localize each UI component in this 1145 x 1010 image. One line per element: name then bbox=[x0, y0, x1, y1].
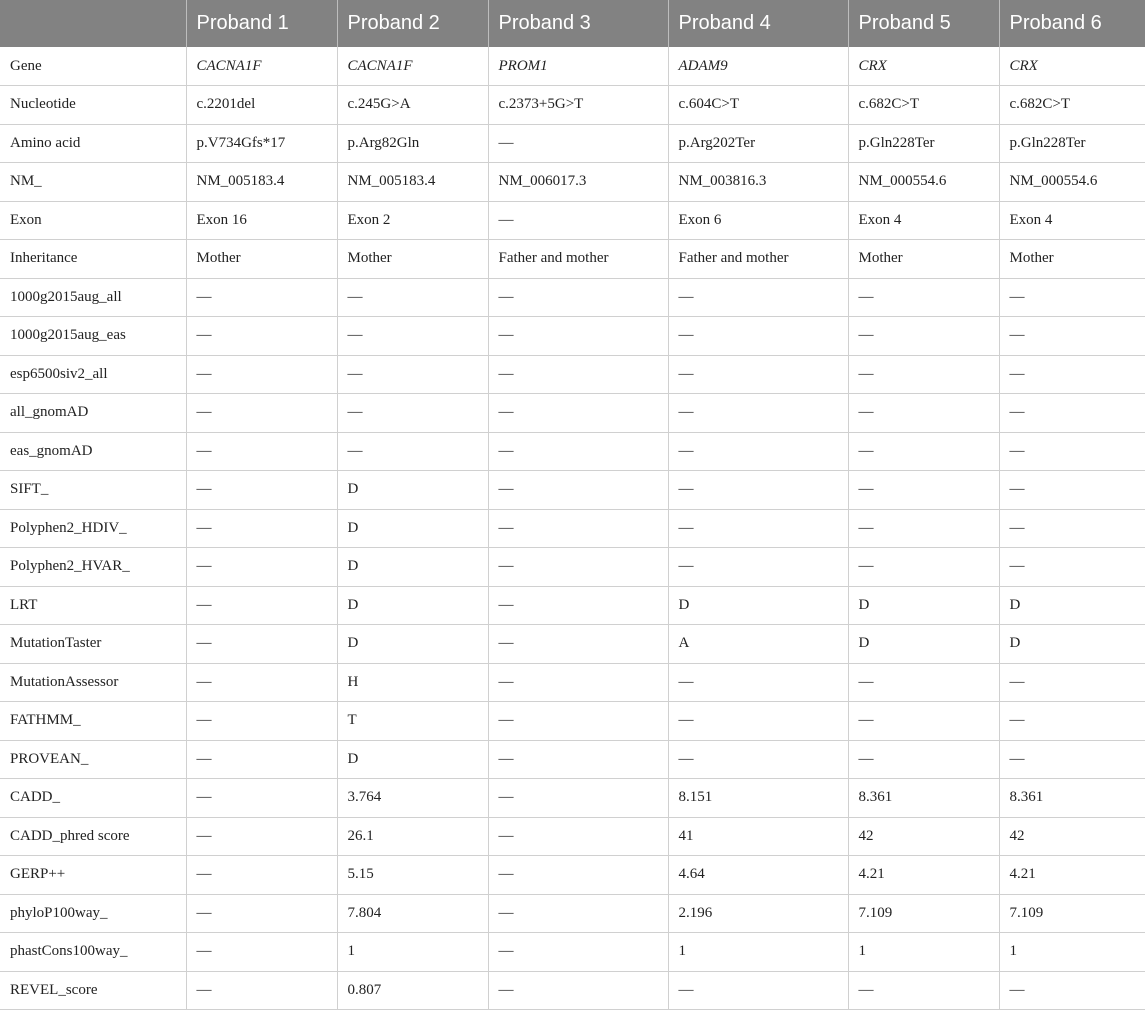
table-cell: Mother bbox=[186, 240, 337, 279]
table-cell: — bbox=[999, 548, 1145, 587]
table-cell: — bbox=[668, 971, 848, 1010]
table-cell: — bbox=[668, 548, 848, 587]
table-cell: — bbox=[186, 394, 337, 433]
table-cell: — bbox=[488, 586, 668, 625]
table-cell: — bbox=[488, 856, 668, 895]
table-cell: NM_006017.3 bbox=[488, 163, 668, 202]
row-label: phyloP100way_ bbox=[0, 894, 186, 933]
table-cell: D bbox=[848, 625, 999, 664]
table-cell: — bbox=[999, 663, 1145, 702]
table-cell: Exon 16 bbox=[186, 201, 337, 240]
table-cell: 1 bbox=[999, 933, 1145, 972]
table-cell: 7.804 bbox=[337, 894, 488, 933]
table-cell: — bbox=[848, 971, 999, 1010]
table-cell: — bbox=[186, 856, 337, 895]
table-cell: — bbox=[668, 278, 848, 317]
table-cell: — bbox=[848, 740, 999, 779]
table-row bbox=[0, 124, 1145, 163]
table-cell: p.V734Gfs*17 bbox=[186, 124, 337, 163]
table-cell: — bbox=[488, 124, 668, 163]
table-cell: — bbox=[337, 432, 488, 471]
table-cell: — bbox=[668, 509, 848, 548]
table-cell: — bbox=[488, 625, 668, 664]
row-label: Nucleotide bbox=[0, 86, 186, 125]
table-cell: CACNA1F bbox=[337, 47, 488, 86]
table-cell: 0.807 bbox=[337, 971, 488, 1010]
row-label: MutationAssessor bbox=[0, 663, 186, 702]
table-cell: — bbox=[186, 509, 337, 548]
row-label: CADD_ bbox=[0, 779, 186, 818]
header-proband-2: Proband 2 bbox=[337, 0, 488, 47]
row-label: PROVEAN_ bbox=[0, 740, 186, 779]
header-proband-3: Proband 3 bbox=[488, 0, 668, 47]
table-cell: CRX bbox=[999, 47, 1145, 86]
row-label: Polyphen2_HDIV_ bbox=[0, 509, 186, 548]
table-cell: — bbox=[488, 702, 668, 741]
table-cell: p.Arg202Ter bbox=[668, 124, 848, 163]
table-cell: D bbox=[337, 548, 488, 587]
table-row bbox=[0, 663, 1145, 702]
table-cell: p.Gln228Ter bbox=[999, 124, 1145, 163]
table-cell: Mother bbox=[337, 240, 488, 279]
table-cell: — bbox=[488, 278, 668, 317]
table-row bbox=[0, 86, 1145, 125]
table-row bbox=[0, 817, 1145, 856]
table-cell: — bbox=[186, 548, 337, 587]
table-cell: — bbox=[848, 432, 999, 471]
table-cell: — bbox=[186, 355, 337, 394]
header-corner bbox=[0, 0, 186, 47]
table-cell: — bbox=[186, 317, 337, 356]
table-cell: — bbox=[186, 817, 337, 856]
table-cell: — bbox=[668, 702, 848, 741]
table-cell: — bbox=[488, 355, 668, 394]
table-cell: 4.21 bbox=[999, 856, 1145, 895]
table-cell: — bbox=[186, 471, 337, 510]
table-row bbox=[0, 317, 1145, 356]
table-cell: D bbox=[999, 625, 1145, 664]
table-cell: 8.361 bbox=[999, 779, 1145, 818]
table-cell: NM_003816.3 bbox=[668, 163, 848, 202]
row-label: Amino acid bbox=[0, 124, 186, 163]
table-cell: 4.64 bbox=[668, 856, 848, 895]
table-row bbox=[0, 779, 1145, 818]
table-cell: c.682C>T bbox=[999, 86, 1145, 125]
table-header bbox=[0, 0, 1145, 47]
table-cell: Exon 6 bbox=[668, 201, 848, 240]
table-cell: 7.109 bbox=[999, 894, 1145, 933]
table-cell: 8.361 bbox=[848, 779, 999, 818]
table-cell: — bbox=[668, 663, 848, 702]
table-cell: D bbox=[999, 586, 1145, 625]
row-label: 1000g2015aug_eas bbox=[0, 317, 186, 356]
table-cell: NM_005183.4 bbox=[337, 163, 488, 202]
table-row bbox=[0, 355, 1145, 394]
table-cell: — bbox=[999, 278, 1145, 317]
table-cell: 41 bbox=[668, 817, 848, 856]
table-cell: NM_000554.6 bbox=[848, 163, 999, 202]
table-cell: — bbox=[186, 663, 337, 702]
table-row bbox=[0, 240, 1145, 279]
table-cell: — bbox=[186, 971, 337, 1010]
table-cell: 3.764 bbox=[337, 779, 488, 818]
table-cell: — bbox=[337, 355, 488, 394]
table-cell: — bbox=[999, 432, 1145, 471]
table-row bbox=[0, 163, 1145, 202]
table-cell: — bbox=[848, 278, 999, 317]
table-cell: — bbox=[488, 394, 668, 433]
table-cell: D bbox=[848, 586, 999, 625]
table-cell: 42 bbox=[999, 817, 1145, 856]
table-cell: Exon 4 bbox=[848, 201, 999, 240]
table-cell: D bbox=[337, 740, 488, 779]
table-cell: — bbox=[488, 740, 668, 779]
row-label: phastCons100way_ bbox=[0, 933, 186, 972]
table-cell: — bbox=[848, 663, 999, 702]
table-cell: c.245G>A bbox=[337, 86, 488, 125]
row-label: Exon bbox=[0, 201, 186, 240]
table-cell: Mother bbox=[848, 240, 999, 279]
table-cell: Exon 4 bbox=[999, 201, 1145, 240]
table-cell: CRX bbox=[848, 47, 999, 86]
table-cell: ADAM9 bbox=[668, 47, 848, 86]
table-cell: D bbox=[337, 625, 488, 664]
table-cell: c.2373+5G>T bbox=[488, 86, 668, 125]
table-cell: Mother bbox=[999, 240, 1145, 279]
table-cell: T bbox=[337, 702, 488, 741]
table-cell: 5.15 bbox=[337, 856, 488, 895]
table-cell: — bbox=[848, 548, 999, 587]
table-cell: NM_005183.4 bbox=[186, 163, 337, 202]
table-cell: A bbox=[668, 625, 848, 664]
row-label: 1000g2015aug_all bbox=[0, 278, 186, 317]
table-cell: — bbox=[186, 432, 337, 471]
row-label: FATHMM_ bbox=[0, 702, 186, 741]
table-row bbox=[0, 278, 1145, 317]
row-label: LRT bbox=[0, 586, 186, 625]
table-cell: — bbox=[668, 740, 848, 779]
table-row bbox=[0, 971, 1145, 1010]
table-cell: c.2201del bbox=[186, 86, 337, 125]
table-cell: — bbox=[488, 971, 668, 1010]
table-cell: 26.1 bbox=[337, 817, 488, 856]
table-cell: — bbox=[668, 432, 848, 471]
table-row bbox=[0, 509, 1145, 548]
row-label: NM_ bbox=[0, 163, 186, 202]
table-cell: c.604C>T bbox=[668, 86, 848, 125]
table-cell: Father and mother bbox=[488, 240, 668, 279]
table-cell: — bbox=[488, 663, 668, 702]
table-cell: — bbox=[186, 702, 337, 741]
table-cell: Exon 2 bbox=[337, 201, 488, 240]
table-cell: — bbox=[488, 317, 668, 356]
table-cell: — bbox=[337, 317, 488, 356]
table-cell: PROM1 bbox=[488, 47, 668, 86]
table-row bbox=[0, 856, 1145, 895]
table-cell: — bbox=[668, 355, 848, 394]
row-label: Polyphen2_HVAR_ bbox=[0, 548, 186, 587]
table-cell: — bbox=[186, 933, 337, 972]
table-cell: — bbox=[488, 548, 668, 587]
table-cell: — bbox=[186, 894, 337, 933]
table-cell: — bbox=[999, 355, 1145, 394]
table-cell: NM_000554.6 bbox=[999, 163, 1145, 202]
table-cell: — bbox=[668, 471, 848, 510]
row-label: esp6500siv2_all bbox=[0, 355, 186, 394]
table-cell: p.Arg82Gln bbox=[337, 124, 488, 163]
table-cell: c.682C>T bbox=[848, 86, 999, 125]
table-cell: — bbox=[488, 432, 668, 471]
table-row bbox=[0, 933, 1145, 972]
table-cell: 8.151 bbox=[668, 779, 848, 818]
table-cell: — bbox=[488, 509, 668, 548]
row-label: eas_gnomAD bbox=[0, 432, 186, 471]
table-row bbox=[0, 740, 1145, 779]
header-proband-6: Proband 6 bbox=[999, 0, 1145, 47]
table-cell: — bbox=[488, 471, 668, 510]
table-cell: 2.196 bbox=[668, 894, 848, 933]
table-cell: — bbox=[848, 509, 999, 548]
table-cell: — bbox=[848, 355, 999, 394]
table-cell: D bbox=[337, 586, 488, 625]
table-cell: — bbox=[488, 933, 668, 972]
row-label: all_gnomAD bbox=[0, 394, 186, 433]
row-label: SIFT_ bbox=[0, 471, 186, 510]
row-label: Gene bbox=[0, 47, 186, 86]
table-cell: — bbox=[186, 586, 337, 625]
table-cell: 1 bbox=[668, 933, 848, 972]
table-cell: — bbox=[337, 278, 488, 317]
table-cell: — bbox=[488, 817, 668, 856]
header-proband-5: Proband 5 bbox=[848, 0, 999, 47]
table-row bbox=[0, 702, 1145, 741]
table-row bbox=[0, 201, 1145, 240]
table-cell: — bbox=[186, 625, 337, 664]
table-row bbox=[0, 471, 1145, 510]
table-cell: CACNA1F bbox=[186, 47, 337, 86]
table-cell: — bbox=[668, 394, 848, 433]
table-cell: — bbox=[488, 894, 668, 933]
table-cell: 42 bbox=[848, 817, 999, 856]
table-cell: — bbox=[848, 702, 999, 741]
table-cell: — bbox=[848, 394, 999, 433]
table-cell: D bbox=[337, 509, 488, 548]
table-cell: — bbox=[999, 394, 1145, 433]
table-cell: — bbox=[668, 317, 848, 356]
table-cell: — bbox=[999, 317, 1145, 356]
row-label: Inheritance bbox=[0, 240, 186, 279]
table-cell: — bbox=[999, 509, 1145, 548]
table-cell: H bbox=[337, 663, 488, 702]
table-cell: — bbox=[848, 471, 999, 510]
header-proband-4: Proband 4 bbox=[668, 0, 848, 47]
table-row bbox=[0, 548, 1145, 587]
table-cell: — bbox=[848, 317, 999, 356]
table-cell: — bbox=[186, 740, 337, 779]
table-cell: — bbox=[999, 471, 1145, 510]
row-label: MutationTaster bbox=[0, 625, 186, 664]
table-cell: — bbox=[186, 278, 337, 317]
table-cell: — bbox=[186, 779, 337, 818]
table-cell: p.Gln228Ter bbox=[848, 124, 999, 163]
table-cell: — bbox=[999, 702, 1145, 741]
table-row bbox=[0, 47, 1145, 86]
table-cell: 1 bbox=[337, 933, 488, 972]
table-row bbox=[0, 586, 1145, 625]
table-cell: 4.21 bbox=[848, 856, 999, 895]
table-row bbox=[0, 394, 1145, 433]
table-cell: — bbox=[337, 394, 488, 433]
header-proband-1: Proband 1 bbox=[186, 0, 337, 47]
table-cell: — bbox=[488, 779, 668, 818]
row-label: CADD_phred score bbox=[0, 817, 186, 856]
row-label: REVEL_score bbox=[0, 971, 186, 1010]
table-cell: — bbox=[488, 201, 668, 240]
row-label: GERP++ bbox=[0, 856, 186, 895]
table-cell: D bbox=[668, 586, 848, 625]
table-cell: 1 bbox=[848, 933, 999, 972]
table-cell: D bbox=[337, 471, 488, 510]
table-row bbox=[0, 625, 1145, 664]
table-row bbox=[0, 894, 1145, 933]
table-cell: 7.109 bbox=[848, 894, 999, 933]
header-row bbox=[0, 0, 1145, 47]
table-cell: — bbox=[999, 740, 1145, 779]
table-cell: — bbox=[999, 971, 1145, 1010]
table-row bbox=[0, 432, 1145, 471]
table-body bbox=[0, 47, 1145, 1010]
table-cell: Father and mother bbox=[668, 240, 848, 279]
